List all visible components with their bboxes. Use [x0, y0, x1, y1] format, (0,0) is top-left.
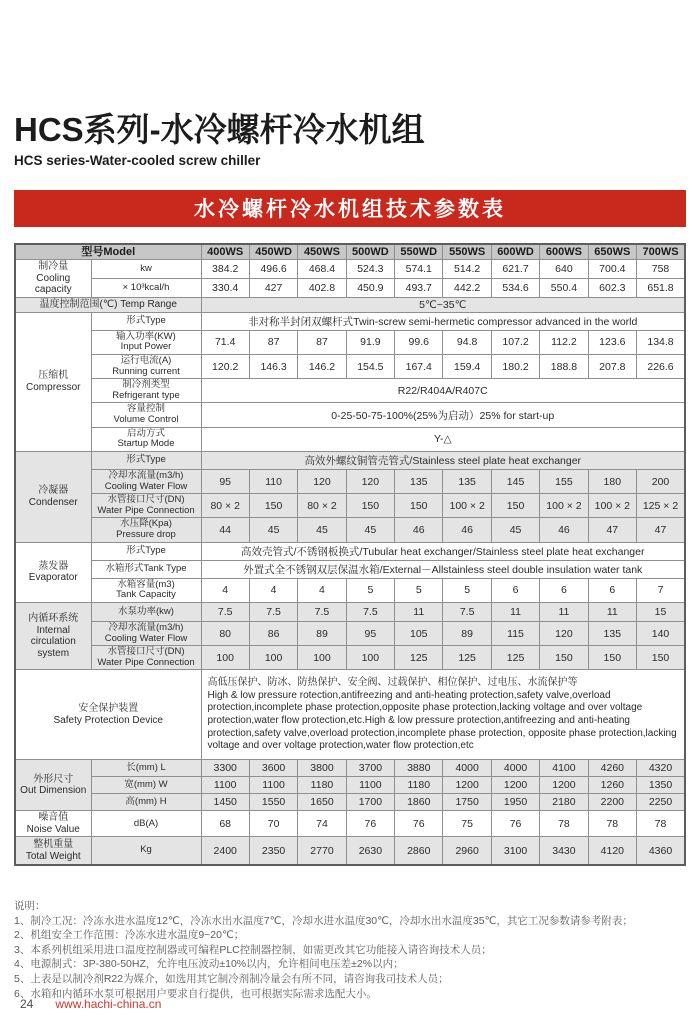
table-row-temp-range: [15, 297, 685, 312]
cell-internal-circulation-2-650WS: 150: [588, 646, 636, 670]
cell-out-dimension-0-550WD: 3880: [395, 760, 443, 777]
cell-condenser-3-400WS: 44: [201, 518, 249, 542]
cell-out-dimension-1-400WS: 1100: [201, 777, 249, 794]
cell-cooling-capacity-1-550WS: 442.2: [443, 278, 491, 297]
span-value-compressor-3: R22/R404A/R407C: [201, 379, 685, 403]
cell-condenser-2-700WS: 125 × 2: [637, 494, 685, 518]
cell-out-dimension-0-600WD: 4000: [491, 760, 539, 777]
span-value-evaporator-1: 外置式全不锈钢双层保温水箱/External－Allstainless steel double insulation water tank: [201, 560, 685, 578]
cell-compressor-1-550WS: 94.8: [443, 330, 491, 354]
cell-noise-value-0-600WS: 78: [540, 811, 588, 837]
row-label-cooling-capacity-1: × 10³kcal/h: [91, 278, 201, 297]
table-row-compressor: [15, 312, 685, 330]
cell-cooling-capacity-0-500WD: 524.3: [346, 260, 394, 279]
cell-out-dimension-1-600WD: 1200: [491, 777, 539, 794]
cell-condenser-1-650WS: 180: [588, 469, 636, 493]
page-footer: [20, 997, 161, 1011]
row-label-compressor-0: 形式Type: [91, 312, 201, 330]
table-row-out-dimension: [15, 794, 685, 811]
table-row-condenser: [15, 518, 685, 542]
cell-condenser-2-450WD: 150: [249, 494, 297, 518]
cell-internal-circulation-0-600WD: 11: [491, 602, 539, 621]
row-label-internal-circulation-1: 冷却水流量(m3/h) Cooling Water Flow: [91, 621, 201, 645]
row-label-compressor-4: 容量控制 Volume Control: [91, 403, 201, 427]
cell-evaporator-2-550WS: 5: [443, 578, 491, 602]
cell-condenser-3-600WS: 46: [540, 518, 588, 542]
span-value-condenser-0: 高效外螺纹铜管壳管式/Stainless steel plate heat exchanger: [201, 451, 685, 469]
cell-internal-circulation-2-400WS: 100: [201, 646, 249, 670]
cell-cooling-capacity-1-450WD: 427: [249, 278, 297, 297]
cell-internal-circulation-2-450WD: 100: [249, 646, 297, 670]
cell-condenser-2-600WD: 150: [491, 494, 539, 518]
note-item: 3、本系列机组采用进口温度控制器或可编程PLC控制器控制，如需更改其它功能接入请咨询技术人员；: [14, 943, 492, 956]
cell-internal-circulation-1-400WS: 80: [201, 621, 249, 645]
cell-cooling-capacity-1-500WD: 450.9: [346, 278, 394, 297]
cell-condenser-2-500WD: 150: [346, 494, 394, 518]
cell-condenser-2-650WS: 100 × 2: [588, 494, 636, 518]
cell-total-weight-0-550WD: 2860: [395, 837, 443, 865]
cell-condenser-2-550WS: 100 × 2: [443, 494, 491, 518]
span-value-evaporator-0: 高效壳管式/不锈钢板换式/Tubular heat exchanger/Stainless steel plate heat exchanger: [201, 542, 685, 560]
cell-out-dimension-0-550WS: 4000: [443, 760, 491, 777]
cell-cooling-capacity-1-600WD: 534.6: [491, 278, 539, 297]
cell-noise-value-0-550WS: 75: [443, 811, 491, 837]
cell-total-weight-0-450WD: 2350: [249, 837, 297, 865]
cell-cooling-capacity-0-450WS: 468.4: [298, 260, 346, 279]
cell-condenser-1-450WS: 120: [298, 469, 346, 493]
notes: [14, 899, 686, 1001]
cell-condenser-1-700WS: 200: [637, 469, 685, 493]
cell-cooling-capacity-1-550WD: 493.7: [395, 278, 443, 297]
row-label-total-weight-0: Kg: [91, 837, 201, 865]
table-row-compressor: [15, 354, 685, 378]
section-label-noise-value: 噪音值 Noise Value: [15, 811, 91, 837]
row-label-condenser-1: 冷却水流量(m3/h) Cooling Water Flow: [91, 469, 201, 493]
cell-internal-circulation-2-600WS: 150: [540, 646, 588, 670]
cell-out-dimension-2-450WD: 1550: [249, 794, 297, 811]
section-label-internal-circulation: 内循环系统 Internal circulation system: [15, 602, 91, 670]
section-banner: [14, 190, 686, 227]
cell-internal-circulation-0-550WD: 11: [395, 602, 443, 621]
cell-internal-circulation-1-450WS: 89: [298, 621, 346, 645]
cell-internal-circulation-1-550WD: 105: [395, 621, 443, 645]
cell-evaporator-2-400WS: 4: [201, 578, 249, 602]
cell-condenser-2-600WS: 100 × 2: [540, 494, 588, 518]
cell-condenser-3-550WD: 46: [395, 518, 443, 542]
row-label-internal-circulation-2: 水管接口尺寸(DN) Water Pipe Connection: [91, 646, 201, 670]
cell-internal-circulation-1-600WS: 120: [540, 621, 588, 645]
notes-heading: 说明：: [14, 899, 46, 912]
model-header-600WS: 600WS: [540, 244, 588, 260]
cell-condenser-1-550WS: 135: [443, 469, 491, 493]
cell-compressor-1-600WS: 112.2: [540, 330, 588, 354]
cell-out-dimension-0-700WS: 4320: [637, 760, 685, 777]
cell-noise-value-0-450WS: 74: [298, 811, 346, 837]
row-label-evaporator-0: 形式Type: [91, 542, 201, 560]
cell-evaporator-2-450WD: 4: [249, 578, 297, 602]
cell-cooling-capacity-1-450WS: 402.8: [298, 278, 346, 297]
cell-total-weight-0-550WS: 2960: [443, 837, 491, 865]
table-row-cooling-capacity: [15, 260, 685, 279]
cell-compressor-1-550WD: 99.6: [395, 330, 443, 354]
cell-evaporator-2-600WD: 6: [491, 578, 539, 602]
cell-condenser-1-600WD: 145: [491, 469, 539, 493]
cell-condenser-1-400WS: 95: [201, 469, 249, 493]
cell-internal-circulation-2-550WS: 125: [443, 646, 491, 670]
cell-noise-value-0-600WD: 76: [491, 811, 539, 837]
table-row-noise-value: [15, 811, 685, 837]
website-link[interactable]: www.hachi-china.cn: [55, 997, 162, 1011]
cell-out-dimension-0-450WS: 3800: [298, 760, 346, 777]
section-label-evaporator: 蒸发器 Evaporator: [15, 542, 91, 602]
cell-internal-circulation-2-450WS: 100: [298, 646, 346, 670]
note-item: 4、电源制式：3P-380-50HZ，允许电压波动±10%以内，允许相间电压差±2%以内；: [14, 958, 404, 971]
table-row-compressor: [15, 379, 685, 403]
cell-compressor-1-700WS: 134.8: [637, 330, 685, 354]
cell-total-weight-0-650WS: 4120: [588, 837, 636, 865]
cell-cooling-capacity-1-650WS: 602.3: [588, 278, 636, 297]
table-row-internal-circulation: [15, 646, 685, 670]
cell-out-dimension-2-600WD: 1950: [491, 794, 539, 811]
row-label-evaporator-2: 水箱容量(m3) Tank Capacity: [91, 578, 201, 602]
cell-noise-value-0-550WD: 76: [395, 811, 443, 837]
table-row-out-dimension: [15, 777, 685, 794]
cell-noise-value-0-400WS: 68: [201, 811, 249, 837]
cell-compressor-2-550WD: 167.4: [395, 354, 443, 378]
model-header-400WS: 400WS: [201, 244, 249, 260]
cell-internal-circulation-1-500WD: 95: [346, 621, 394, 645]
cell-compressor-1-500WD: 91.9: [346, 330, 394, 354]
cell-evaporator-2-700WS: 7: [637, 578, 685, 602]
cell-out-dimension-1-650WS: 1260: [588, 777, 636, 794]
cell-cooling-capacity-1-600WS: 550.4: [540, 278, 588, 297]
table-row-evaporator: [15, 560, 685, 578]
cell-internal-circulation-2-550WD: 125: [395, 646, 443, 670]
cell-noise-value-0-450WD: 70: [249, 811, 297, 837]
cell-internal-circulation-0-500WD: 7.5: [346, 602, 394, 621]
cell-cooling-capacity-1-400WS: 330.4: [201, 278, 249, 297]
cell-noise-value-0-700WS: 78: [637, 811, 685, 837]
cell-internal-circulation-0-400WS: 7.5: [201, 602, 249, 621]
page-subtitle: HCS series-Water-cooled screw chiller: [14, 152, 261, 168]
cell-compressor-1-600WD: 107.2: [491, 330, 539, 354]
row-label-compressor-3: 制冷剂类型 Refrigerant type: [91, 379, 201, 403]
cell-cooling-capacity-0-600WS: 640: [540, 260, 588, 279]
section-label-safety-protection: 安全保护装置 Safety Protection Device: [15, 670, 201, 760]
cell-compressor-2-450WS: 146.2: [298, 354, 346, 378]
cell-evaporator-2-600WS: 6: [540, 578, 588, 602]
cell-out-dimension-2-450WS: 1650: [298, 794, 346, 811]
table-row-compressor: [15, 427, 685, 451]
page-title: HCS系列-水冷螺杆冷水机组: [14, 111, 425, 148]
note-item: 1、制冷工况：冷冻水进水温度12℃，冷冻水出水温度7℃，冷却水进水温度30℃，冷却水出水温度35℃，其它工况参数请参考附表；: [14, 914, 633, 927]
cell-condenser-3-600WD: 45: [491, 518, 539, 542]
cell-internal-circulation-1-450WD: 86: [249, 621, 297, 645]
span-value-safety-protection-0: 高低压保护、防冰、防热保护、安全阀、过载保护、相位保护、过电压、水流保护等 High & low pressure rotection,antifreezing and anti-heating protection,safety valve,overload protection,incomplete phase protection,opposite phase protection,lacking voltage and over voltage protection,water flow protection,etc.High & low pressure protection,antifreezing and anti-heating protection,safety valve,overload protection,incomplete phase protection, opposite phase protection,lacking voltage and over voltage protection,water flow protection,etc: [201, 670, 685, 760]
cell-condenser-2-550WD: 150: [395, 494, 443, 518]
table-row-compressor: [15, 330, 685, 354]
cell-out-dimension-2-700WS: 2250: [637, 794, 685, 811]
cell-out-dimension-0-500WD: 3700: [346, 760, 394, 777]
cell-cooling-capacity-0-600WD: 621.7: [491, 260, 539, 279]
cell-cooling-capacity-0-550WS: 514.2: [443, 260, 491, 279]
cell-out-dimension-2-550WS: 1750: [443, 794, 491, 811]
cell-out-dimension-2-550WD: 1860: [395, 794, 443, 811]
cell-internal-circulation-2-600WD: 125: [491, 646, 539, 670]
table-row-total-weight: [15, 837, 685, 865]
cell-cooling-capacity-0-700WS: 758: [637, 260, 685, 279]
cell-out-dimension-2-400WS: 1450: [201, 794, 249, 811]
cell-internal-circulation-2-700WS: 150: [637, 646, 685, 670]
cell-internal-circulation-1-550WS: 89: [443, 621, 491, 645]
cell-evaporator-2-550WD: 5: [395, 578, 443, 602]
note-item: 5、上表是以制冷剂R22为媒介，如选用其它制冷剂制冷量会有所不同，请咨询我司技术人员；: [14, 972, 449, 985]
cell-compressor-2-400WS: 120.2: [201, 354, 249, 378]
cell-noise-value-0-500WD: 76: [346, 811, 394, 837]
cell-out-dimension-2-600WS: 2180: [540, 794, 588, 811]
cell-evaporator-2-450WS: 4: [298, 578, 346, 602]
section-label-temp-range: 温度控制范围(℃) Temp Range: [15, 297, 201, 312]
model-header-500WD: 500WD: [346, 244, 394, 260]
table-row-cooling-capacity: [15, 278, 685, 297]
row-label-noise-value-0: dB(A): [91, 811, 201, 837]
cell-condenser-3-450WD: 45: [249, 518, 297, 542]
model-header-550WS: 550WS: [443, 244, 491, 260]
section-label-cooling-capacity: 制冷量 Cooling capacity: [15, 260, 91, 298]
row-label-compressor-2: 运行电流(A) Running current: [91, 354, 201, 378]
cell-noise-value-0-650WS: 78: [588, 811, 636, 837]
cell-condenser-3-650WS: 47: [588, 518, 636, 542]
cell-compressor-1-450WS: 87: [298, 330, 346, 354]
cell-total-weight-0-500WD: 2630: [346, 837, 394, 865]
model-header-label: 型号Model: [15, 244, 201, 260]
table-row-compressor: [15, 403, 685, 427]
cell-compressor-1-650WS: 123.6: [588, 330, 636, 354]
cell-out-dimension-1-700WS: 1350: [637, 777, 685, 794]
cell-internal-circulation-0-450WS: 7.5: [298, 602, 346, 621]
cell-compressor-1-450WD: 87: [249, 330, 297, 354]
cell-condenser-1-600WS: 155: [540, 469, 588, 493]
cell-cooling-capacity-0-400WS: 384.2: [201, 260, 249, 279]
cell-out-dimension-1-450WS: 1180: [298, 777, 346, 794]
cell-condenser-3-700WS: 47: [637, 518, 685, 542]
cell-condenser-3-500WD: 45: [346, 518, 394, 542]
row-label-condenser-2: 水管接口尺寸(DN) Water Pipe Connection: [91, 494, 201, 518]
cell-out-dimension-2-650WS: 2200: [588, 794, 636, 811]
cell-condenser-1-450WD: 110: [249, 469, 297, 493]
row-label-internal-circulation-0: 水泵功率(kw): [91, 602, 201, 621]
row-label-condenser-0: 形式Type: [91, 451, 201, 469]
cell-out-dimension-1-600WS: 1200: [540, 777, 588, 794]
cell-total-weight-0-600WS: 3430: [540, 837, 588, 865]
cell-internal-circulation-0-550WS: 7.5: [443, 602, 491, 621]
model-header-550WD: 550WD: [395, 244, 443, 260]
table-row-condenser: [15, 469, 685, 493]
cell-evaporator-2-650WS: 6: [588, 578, 636, 602]
cell-total-weight-0-450WS: 2770: [298, 837, 346, 865]
cell-internal-circulation-0-600WS: 11: [540, 602, 588, 621]
table-row-out-dimension: [15, 760, 685, 777]
note-item: 6、水箱和内循环水泵可根据用户要求自行提供，也可根据实际需求选配大小。: [14, 987, 377, 1000]
cell-internal-circulation-0-450WD: 7.5: [249, 602, 297, 621]
cell-out-dimension-1-500WD: 1100: [346, 777, 394, 794]
cell-out-dimension-0-600WS: 4100: [540, 760, 588, 777]
note-item: 2、机组安全工作范围：冷冻水进水温度9~20℃；: [14, 929, 245, 942]
table-row-condenser: [15, 494, 685, 518]
table-row-evaporator: [15, 542, 685, 560]
cell-out-dimension-1-450WD: 1100: [249, 777, 297, 794]
cell-compressor-2-500WD: 154.5: [346, 354, 394, 378]
cell-condenser-3-450WS: 45: [298, 518, 346, 542]
span-value-compressor-0: 非对称半封闭双螺杆式Twin-screw semi-hermetic compressor advanced in the world: [201, 312, 685, 330]
cell-internal-circulation-1-650WS: 135: [588, 621, 636, 645]
span-value-temp-range-0: 5℃~35℃: [201, 297, 685, 312]
cell-out-dimension-1-550WS: 1200: [443, 777, 491, 794]
table-row-internal-circulation: [15, 602, 685, 621]
cell-internal-circulation-1-600WD: 115: [491, 621, 539, 645]
model-header-450WS: 450WS: [298, 244, 346, 260]
cell-cooling-capacity-0-550WD: 574.1: [395, 260, 443, 279]
table-row-safety-protection: [15, 670, 685, 760]
cell-total-weight-0-700WS: 4360: [637, 837, 685, 865]
notes-list: [14, 914, 686, 1002]
cell-compressor-2-650WS: 207.8: [588, 354, 636, 378]
cell-evaporator-2-500WD: 5: [346, 578, 394, 602]
section-label-condenser: 冷凝器 Condenser: [15, 451, 91, 542]
row-label-condenser-3: 水压降(Kpa) Pressure drop: [91, 518, 201, 542]
cell-out-dimension-0-650WS: 4260: [588, 760, 636, 777]
cell-compressor-2-600WD: 180.2: [491, 354, 539, 378]
cell-out-dimension-2-500WD: 1700: [346, 794, 394, 811]
section-label-out-dimension: 外形尺寸 Out Dimension: [15, 760, 91, 811]
cell-total-weight-0-400WS: 2400: [201, 837, 249, 865]
row-label-out-dimension-1: 宽(mm) W: [91, 777, 201, 794]
cell-compressor-2-450WD: 146.3: [249, 354, 297, 378]
spec-table: [14, 243, 686, 866]
model-header-700WS: 700WS: [637, 244, 685, 260]
cell-cooling-capacity-1-700WS: 651.8: [637, 278, 685, 297]
row-label-out-dimension-2: 高(mm) H: [91, 794, 201, 811]
cell-compressor-2-700WS: 226.6: [637, 354, 685, 378]
row-label-compressor-1: 输入功率(KW) Input Power: [91, 330, 201, 354]
cell-condenser-1-500WD: 120: [346, 469, 394, 493]
cell-internal-circulation-1-700WS: 140: [637, 621, 685, 645]
cell-condenser-2-400WS: 80 × 2: [201, 494, 249, 518]
row-label-compressor-5: 启动方式 Startup Mode: [91, 427, 201, 451]
span-value-compressor-4: 0-25-50-75-100%(25%为启动）25% for start-up: [201, 403, 685, 427]
cell-condenser-1-550WD: 135: [395, 469, 443, 493]
cell-out-dimension-0-450WD: 3600: [249, 760, 297, 777]
model-header-650WS: 650WS: [588, 244, 636, 260]
cell-cooling-capacity-0-450WD: 496.6: [249, 260, 297, 279]
row-label-out-dimension-0: 长(mm) L: [91, 760, 201, 777]
cell-cooling-capacity-0-650WS: 700.4: [588, 260, 636, 279]
cell-internal-circulation-0-650WS: 11: [588, 602, 636, 621]
table-row-condenser: [15, 451, 685, 469]
section-label-total-weight: 整机重量 Total Weight: [15, 837, 91, 865]
model-header-row: [15, 244, 685, 260]
cell-condenser-3-550WS: 46: [443, 518, 491, 542]
section-banner-text: 水冷螺杆冷水机组技术参数表: [194, 198, 506, 222]
cell-compressor-2-600WS: 188.8: [540, 354, 588, 378]
model-header-450WD: 450WD: [249, 244, 297, 260]
row-label-evaporator-1: 水箱形式Tank Type: [91, 560, 201, 578]
span-value-compressor-5: Y-△: [201, 427, 685, 451]
row-label-cooling-capacity-0: kw: [91, 260, 201, 279]
cell-out-dimension-0-400WS: 3300: [201, 760, 249, 777]
cell-condenser-2-450WS: 80 × 2: [298, 494, 346, 518]
table-row-internal-circulation: [15, 621, 685, 645]
cell-compressor-2-550WS: 159.4: [443, 354, 491, 378]
cell-total-weight-0-600WD: 3100: [491, 837, 539, 865]
page-number: 24: [20, 997, 34, 1011]
cell-internal-circulation-2-500WD: 100: [346, 646, 394, 670]
table-row-evaporator: [15, 578, 685, 602]
cell-out-dimension-1-550WD: 1180: [395, 777, 443, 794]
cell-compressor-1-400WS: 71.4: [201, 330, 249, 354]
model-header-600WD: 600WD: [491, 244, 539, 260]
section-label-compressor: 压缩机 Compressor: [15, 312, 91, 451]
cell-internal-circulation-0-700WS: 15: [637, 602, 685, 621]
